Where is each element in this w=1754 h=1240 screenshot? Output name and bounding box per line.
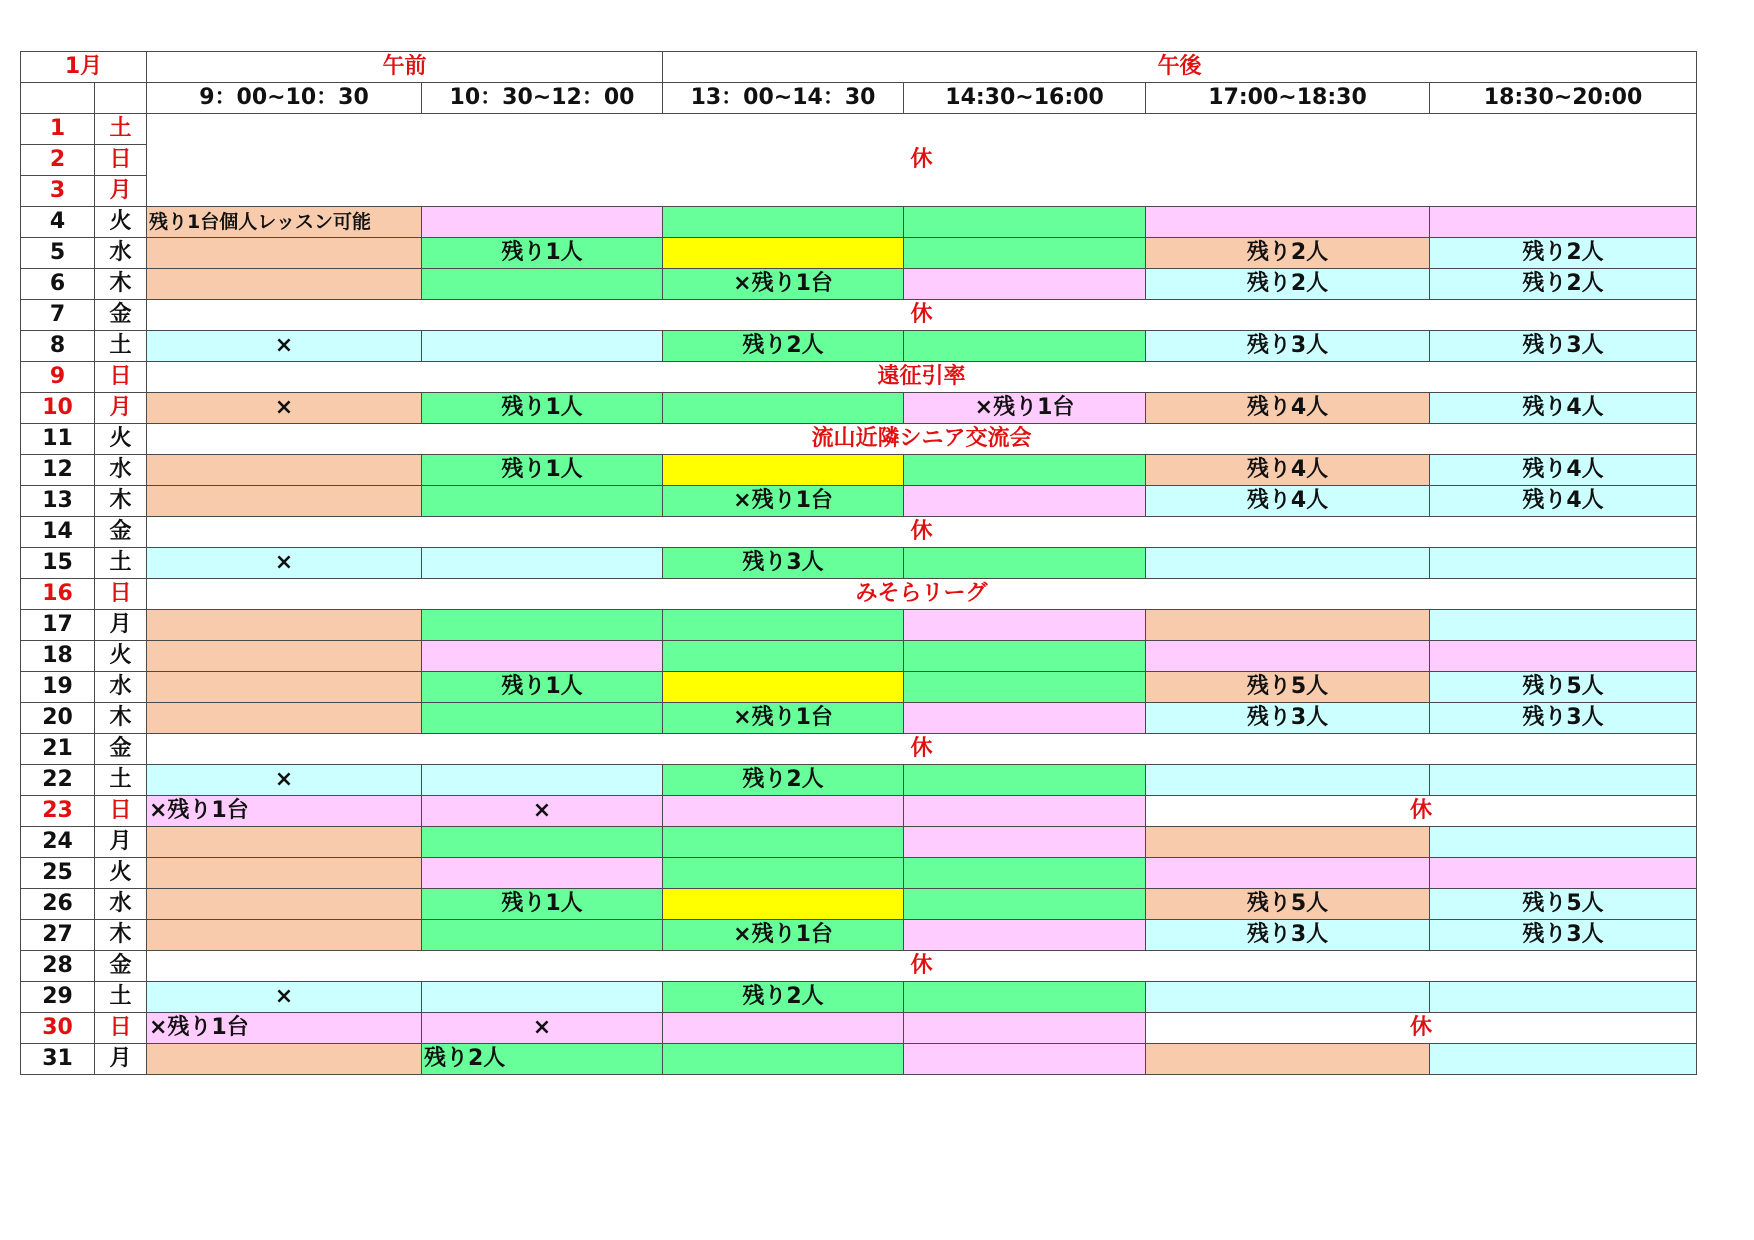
slot-cell <box>663 796 904 827</box>
slot-cell: 残り3人 <box>663 548 904 579</box>
table-row <box>21 331 1697 362</box>
slot-cell <box>1146 858 1430 889</box>
table-row <box>21 548 1697 579</box>
table-row <box>21 114 1697 145</box>
slot-cell <box>422 269 663 300</box>
blank-header-cell <box>21 83 95 114</box>
date-cell: 26 <box>21 889 95 920</box>
event-cell: 流山近隣シニア交流会 <box>147 424 1697 455</box>
event-cell: 休 <box>1146 1013 1697 1044</box>
slot-cell <box>422 827 663 858</box>
table-row <box>21 269 1697 300</box>
weekday-cell: 水 <box>95 672 147 703</box>
slot-cell: 残り4人 <box>1146 486 1430 517</box>
slot-cell: 残り2人 <box>1430 269 1697 300</box>
slot-cell <box>1430 207 1697 238</box>
table-row <box>21 393 1697 424</box>
weekday-cell: 金 <box>95 517 147 548</box>
weekday-cell: 月 <box>95 393 147 424</box>
slot-header: 13：00~14：30 <box>663 83 904 114</box>
slot-cell <box>663 207 904 238</box>
date-cell: 12 <box>21 455 95 486</box>
weekday-cell: 木 <box>95 269 147 300</box>
slot-cell <box>422 486 663 517</box>
date-cell: 7 <box>21 300 95 331</box>
slot-cell <box>904 455 1146 486</box>
slot-cell: ×残り1台 <box>904 393 1146 424</box>
weekday-cell: 土 <box>95 114 147 145</box>
date-cell: 9 <box>21 362 95 393</box>
weekday-cell: 火 <box>95 207 147 238</box>
table-row <box>21 734 1697 765</box>
slot-header: 17:00~18:30 <box>1146 83 1430 114</box>
slot-cell <box>422 765 663 796</box>
slot-cell <box>904 207 1146 238</box>
slot-cell: × <box>147 548 422 579</box>
date-cell: 18 <box>21 641 95 672</box>
slot-cell <box>904 269 1146 300</box>
date-cell: 2 <box>21 145 95 176</box>
date-cell: 16 <box>21 579 95 610</box>
event-cell: 休 <box>147 300 1697 331</box>
slot-cell <box>1430 1044 1697 1075</box>
slot-cell <box>904 610 1146 641</box>
event-cell: 休 <box>147 734 1697 765</box>
weekday-cell: 火 <box>95 641 147 672</box>
slot-cell <box>147 610 422 641</box>
slot-cell <box>147 858 422 889</box>
date-cell: 4 <box>21 207 95 238</box>
slot-cell <box>147 920 422 951</box>
slot-cell: 残り3人 <box>1146 920 1430 951</box>
blank-header-cell <box>95 83 147 114</box>
slot-cell: 残り2人 <box>663 331 904 362</box>
date-cell: 11 <box>21 424 95 455</box>
slot-cell: 残り1人 <box>422 889 663 920</box>
slot-cell: ×残り1台 <box>147 1013 422 1044</box>
slot-cell <box>904 889 1146 920</box>
date-cell: 10 <box>21 393 95 424</box>
slot-cell: 残り2人 <box>663 765 904 796</box>
table-row <box>21 765 1697 796</box>
slot-cell <box>147 672 422 703</box>
weekday-cell: 日 <box>95 362 147 393</box>
weekday-cell: 火 <box>95 424 147 455</box>
slot-cell <box>147 703 422 734</box>
slot-header: 9：00~10：30 <box>147 83 422 114</box>
slot-cell: × <box>147 331 422 362</box>
date-cell: 5 <box>21 238 95 269</box>
table-row <box>21 300 1697 331</box>
slot-cell <box>663 889 904 920</box>
slot-cell: ×残り1台 <box>663 269 904 300</box>
table-row <box>21 1013 1697 1044</box>
date-cell: 20 <box>21 703 95 734</box>
event-cell: 休 <box>1146 796 1697 827</box>
slot-cell: 残り2人 <box>1146 238 1430 269</box>
table-row <box>21 238 1697 269</box>
slot-cell <box>904 548 1146 579</box>
weekday-cell: 日 <box>95 145 147 176</box>
slot-cell: × <box>422 796 663 827</box>
table-row <box>21 455 1697 486</box>
slot-cell <box>904 765 1146 796</box>
date-cell: 8 <box>21 331 95 362</box>
event-cell: 遠征引率 <box>147 362 1697 393</box>
slot-header: 10：30~12：00 <box>422 83 663 114</box>
slot-cell <box>904 920 1146 951</box>
slot-cell: 残り3人 <box>1430 331 1697 362</box>
slot-cell: 残り2人 <box>663 982 904 1013</box>
date-cell: 30 <box>21 1013 95 1044</box>
slot-cell: 残り3人 <box>1146 331 1430 362</box>
date-cell: 27 <box>21 920 95 951</box>
slot-cell <box>663 1013 904 1044</box>
weekday-cell: 月 <box>95 1044 147 1075</box>
pm-label: 午後 <box>663 52 1697 83</box>
slot-cell: × <box>147 982 422 1013</box>
table-row <box>21 703 1697 734</box>
slot-cell: ×残り1台 <box>663 486 904 517</box>
weekday-cell: 土 <box>95 765 147 796</box>
table-row <box>21 796 1697 827</box>
slot-cell <box>1146 641 1430 672</box>
slot-cell: 残り1人 <box>422 238 663 269</box>
am-label: 午前 <box>147 52 663 83</box>
slot-header: 18:30~20:00 <box>1430 83 1697 114</box>
slot-cell: 残り5人 <box>1146 672 1430 703</box>
table-row <box>21 610 1697 641</box>
date-cell: 22 <box>21 765 95 796</box>
slot-cell <box>1146 1044 1430 1075</box>
slot-cell: 残り1人 <box>422 455 663 486</box>
date-cell: 17 <box>21 610 95 641</box>
slot-cell <box>904 1044 1146 1075</box>
slot-cell <box>663 238 904 269</box>
slot-cell <box>663 827 904 858</box>
slot-cell: 残り5人 <box>1430 672 1697 703</box>
weekday-cell: 火 <box>95 858 147 889</box>
slot-cell: 残り4人 <box>1146 393 1430 424</box>
slot-cell <box>147 889 422 920</box>
slot-cell: 残り1台個人レッスン可能 <box>147 207 422 238</box>
slot-cell: 残り3人 <box>1146 703 1430 734</box>
slot-cell: × <box>422 1013 663 1044</box>
table-row <box>21 920 1697 951</box>
weekday-cell: 木 <box>95 703 147 734</box>
slot-cell <box>147 641 422 672</box>
weekday-cell: 金 <box>95 734 147 765</box>
slot-cell <box>422 548 663 579</box>
weekday-cell: 金 <box>95 300 147 331</box>
date-cell: 31 <box>21 1044 95 1075</box>
event-cell: 休 <box>147 517 1697 548</box>
slot-cell: 残り3人 <box>1430 703 1697 734</box>
weekday-cell: 土 <box>95 548 147 579</box>
slot-cell: 残り1人 <box>422 393 663 424</box>
event-cell: みそらリーグ <box>147 579 1697 610</box>
date-cell: 29 <box>21 982 95 1013</box>
month-label: 1月 <box>21 52 147 83</box>
slot-cell <box>147 827 422 858</box>
slot-cell <box>1430 982 1697 1013</box>
weekday-cell: 月 <box>95 610 147 641</box>
weekday-cell: 水 <box>95 455 147 486</box>
slot-cell <box>422 858 663 889</box>
weekday-cell: 金 <box>95 951 147 982</box>
slot-cell <box>904 672 1146 703</box>
slot-cell: 残り4人 <box>1146 455 1430 486</box>
slot-cell <box>1146 982 1430 1013</box>
slot-cell <box>663 672 904 703</box>
slot-cell <box>904 238 1146 269</box>
weekday-cell: 日 <box>95 579 147 610</box>
slot-cell <box>422 610 663 641</box>
slot-cell <box>663 455 904 486</box>
table-row <box>21 889 1697 920</box>
slot-cell <box>904 1013 1146 1044</box>
date-cell: 13 <box>21 486 95 517</box>
slot-cell <box>1146 610 1430 641</box>
slot-cell <box>904 486 1146 517</box>
slot-cell: 残り5人 <box>1146 889 1430 920</box>
date-cell: 28 <box>21 951 95 982</box>
date-cell: 15 <box>21 548 95 579</box>
slot-cell: × <box>147 765 422 796</box>
slot-cell <box>422 703 663 734</box>
date-cell: 6 <box>21 269 95 300</box>
slot-cell <box>904 982 1146 1013</box>
table-row <box>21 827 1697 858</box>
weekday-cell: 日 <box>95 796 147 827</box>
table-row <box>21 517 1697 548</box>
slot-cell <box>422 920 663 951</box>
table-row <box>21 207 1697 238</box>
slot-cell: 残り2人 <box>1430 238 1697 269</box>
schedule-table <box>20 51 1697 1075</box>
slot-cell <box>904 641 1146 672</box>
table-row <box>21 1044 1697 1075</box>
slot-cell <box>663 1044 904 1075</box>
date-cell: 23 <box>21 796 95 827</box>
slot-cell <box>1430 548 1697 579</box>
slot-cell <box>1146 548 1430 579</box>
weekday-cell: 土 <box>95 982 147 1013</box>
date-cell: 3 <box>21 176 95 207</box>
table-row <box>21 362 1697 393</box>
table-row <box>21 672 1697 703</box>
slot-cell <box>1430 858 1697 889</box>
date-cell: 14 <box>21 517 95 548</box>
date-cell: 1 <box>21 114 95 145</box>
slot-cell <box>663 393 904 424</box>
header-row-period <box>21 52 1697 83</box>
slot-cell <box>422 982 663 1013</box>
table-row <box>21 951 1697 982</box>
table-row <box>21 641 1697 672</box>
slot-cell <box>663 641 904 672</box>
date-cell: 19 <box>21 672 95 703</box>
slot-cell <box>663 610 904 641</box>
slot-cell <box>422 207 663 238</box>
slot-cell: ×残り1台 <box>663 920 904 951</box>
slot-cell <box>904 858 1146 889</box>
slot-cell <box>1430 610 1697 641</box>
slot-cell <box>147 486 422 517</box>
slot-cell: 残り2人 <box>422 1044 663 1075</box>
weekday-cell: 月 <box>95 176 147 207</box>
slot-cell <box>1146 765 1430 796</box>
slot-cell <box>904 331 1146 362</box>
slot-cell: ×残り1台 <box>663 703 904 734</box>
table-row <box>21 424 1697 455</box>
table-row <box>21 579 1697 610</box>
weekday-cell: 土 <box>95 331 147 362</box>
slot-cell <box>422 331 663 362</box>
weekday-cell: 日 <box>95 1013 147 1044</box>
slot-cell: ×残り1台 <box>147 796 422 827</box>
slot-cell <box>1146 207 1430 238</box>
slot-cell <box>904 827 1146 858</box>
schedule-body <box>21 114 1697 1075</box>
slot-cell: 残り5人 <box>1430 889 1697 920</box>
slot-cell <box>147 455 422 486</box>
slot-cell <box>1146 827 1430 858</box>
weekday-cell: 月 <box>95 827 147 858</box>
slot-cell: 残り4人 <box>1430 393 1697 424</box>
slot-cell <box>147 238 422 269</box>
table-row <box>21 858 1697 889</box>
slot-cell <box>904 703 1146 734</box>
date-cell: 25 <box>21 858 95 889</box>
slot-header: 14:30~16:00 <box>904 83 1146 114</box>
slot-cell <box>1430 641 1697 672</box>
slot-cell: 残り1人 <box>422 672 663 703</box>
table-row <box>21 486 1697 517</box>
slot-cell <box>422 641 663 672</box>
weekday-cell: 水 <box>95 889 147 920</box>
slot-cell: × <box>147 393 422 424</box>
date-cell: 21 <box>21 734 95 765</box>
table-row <box>21 982 1697 1013</box>
event-cell: 休 <box>147 114 1697 207</box>
slot-cell <box>147 1044 422 1075</box>
slot-cell: 残り4人 <box>1430 486 1697 517</box>
slot-cell: 残り2人 <box>1146 269 1430 300</box>
slot-cell <box>663 858 904 889</box>
slot-cell: 残り4人 <box>1430 455 1697 486</box>
weekday-cell: 木 <box>95 486 147 517</box>
slot-cell <box>904 796 1146 827</box>
date-cell: 24 <box>21 827 95 858</box>
slot-cell <box>1430 765 1697 796</box>
slot-cell: 残り3人 <box>1430 920 1697 951</box>
slot-cell <box>1430 827 1697 858</box>
event-cell: 休 <box>147 951 1697 982</box>
weekday-cell: 木 <box>95 920 147 951</box>
weekday-cell: 水 <box>95 238 147 269</box>
header-row-slots <box>21 83 1697 114</box>
slot-cell <box>147 269 422 300</box>
